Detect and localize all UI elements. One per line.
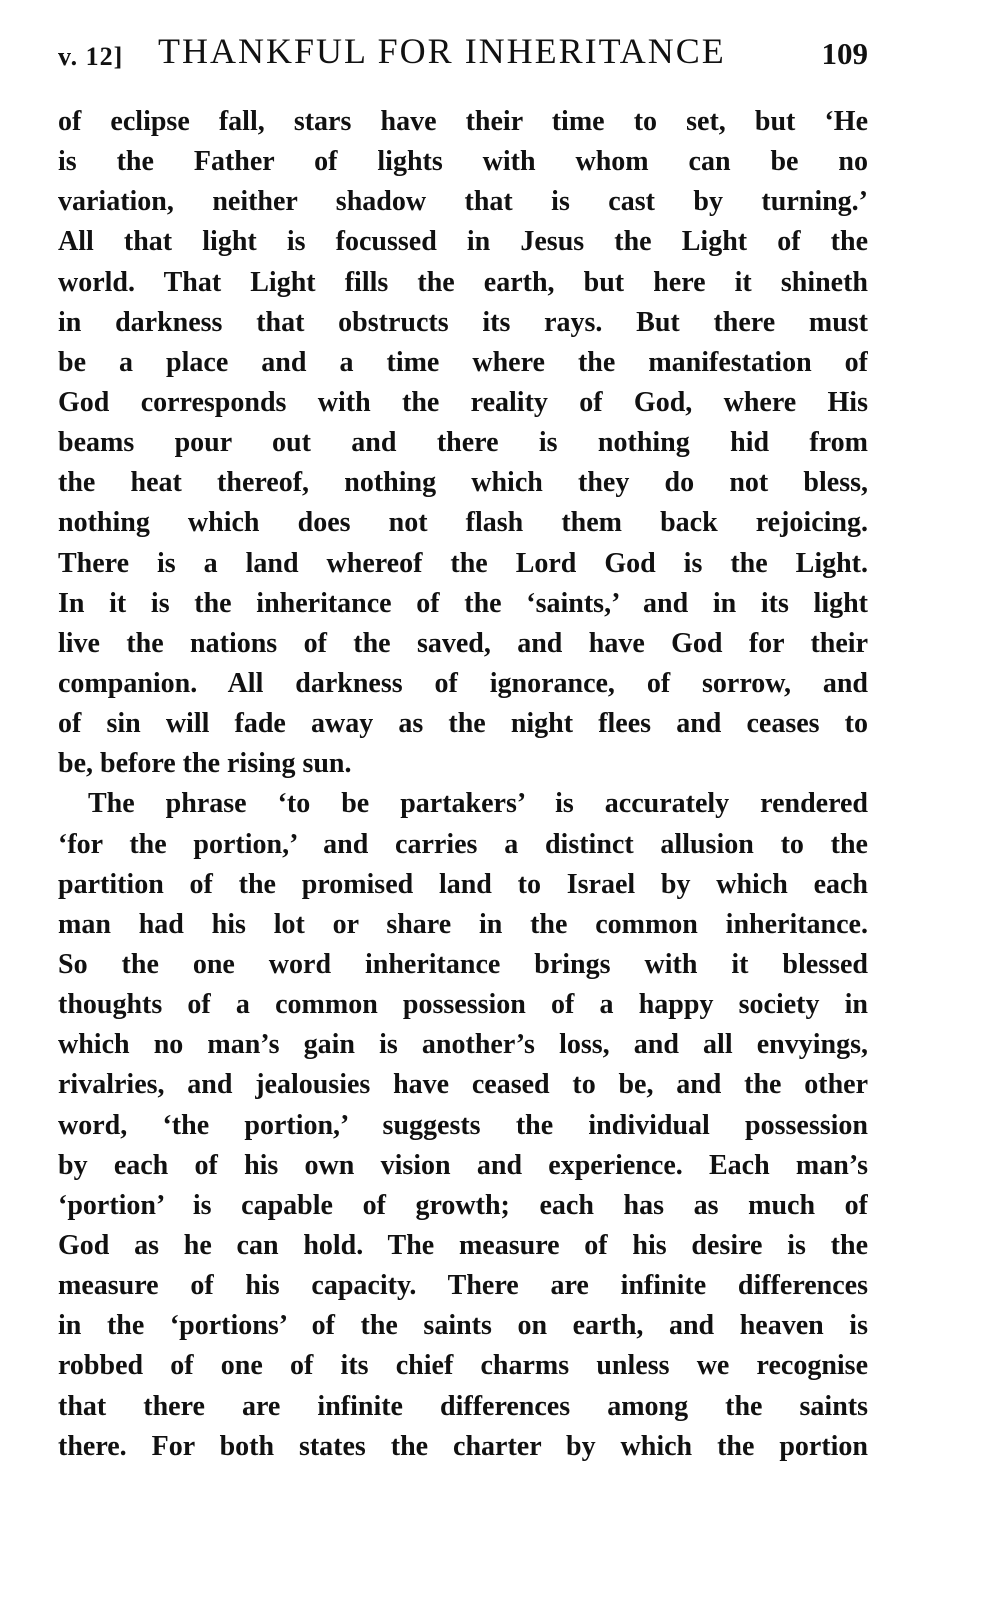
text-line: of eclipse fall, stars have their time to set, but ‘He — [58, 106, 868, 137]
text-line: in darkness that obstructs its rays. But there must — [58, 306, 868, 338]
text-line: There is a land whereof the Lord God is the Light. — [58, 547, 868, 579]
text-line: which no man’s gain is another’s loss, and all envyings, — [58, 1029, 868, 1061]
text-line: be, before the rising sun. — [58, 748, 352, 780]
text-line: live the nations of the saved, and have God for their — [58, 627, 868, 659]
text-line: rivalries, and jealousies have ceased to be, and the other — [58, 1069, 868, 1101]
text-line: world. That Light fills the earth, but here it shineth — [58, 266, 868, 298]
page-title: THANKFUL FOR INHERITANCE — [158, 31, 726, 71]
text-line: that there are infinite differences among the saints — [58, 1390, 868, 1422]
text-line: God as he can hold. The measure of his desire is the — [58, 1229, 868, 1261]
text-line: The phrase ‘to be partakers’ is accurately rendered — [88, 788, 868, 820]
text-line: is the Father of lights with whom can be no — [58, 146, 868, 178]
text-line: All that light is focussed in Jesus the Light of the — [58, 226, 868, 258]
text-line: in the ‘portions’ of the saints on earth, and heaven is — [58, 1310, 868, 1342]
text-line: by each of his own vision and experience. Each man’s — [58, 1149, 868, 1181]
text-line: measure of his capacity. There are infinite differences — [58, 1270, 868, 1302]
text-line: partition of the promised land to Israel by which each — [58, 868, 868, 900]
text-line: the heat thereof, nothing which they do not bless, — [58, 467, 868, 499]
text-line: ‘portion’ is capable of growth; each has as much of — [58, 1189, 868, 1221]
text-line: nothing which does not flash them back rejoicing. — [58, 507, 868, 539]
paragraph-1 — [58, 102, 868, 784]
paragraph-2 — [58, 784, 868, 1466]
text-line: In it is the inheritance of the ‘saints,’ and in its light — [58, 587, 868, 619]
text-line: variation, neither shadow that is cast by turning.’ — [58, 186, 868, 218]
text-line: God corresponds with the reality of God, where His — [58, 386, 868, 418]
text-line: man had his lot or share in the common inheritance. — [58, 908, 868, 940]
text-line: be a place and a time where the manifestation of — [58, 346, 868, 378]
page-number: 109 — [821, 36, 868, 71]
book-page — [58, 28, 868, 1467]
text-line: of sin will fade away as the night flees and ceases to — [58, 708, 868, 740]
text-line: thoughts of a common possession of a happy society in — [58, 989, 868, 1021]
running-head — [58, 28, 868, 84]
text-line: there. For both states the charter by which the portion — [58, 1430, 868, 1462]
body-text — [58, 102, 868, 1467]
text-line: word, ‘the portion,’ suggests the individual possession — [58, 1109, 868, 1141]
text-line: So the one word inheritance brings with it blessed — [58, 948, 868, 980]
text-line: companion. All darkness of ignorance, of sorrow, and — [58, 667, 868, 699]
text-line: ‘for the portion,’ and carries a distinct allusion to the — [58, 828, 868, 860]
text-line: beams pour out and there is nothing hid from — [58, 427, 868, 459]
verse-reference: v. 12] — [58, 42, 124, 71]
text-line: robbed of one of its chief charms unless we recognise — [58, 1350, 868, 1382]
